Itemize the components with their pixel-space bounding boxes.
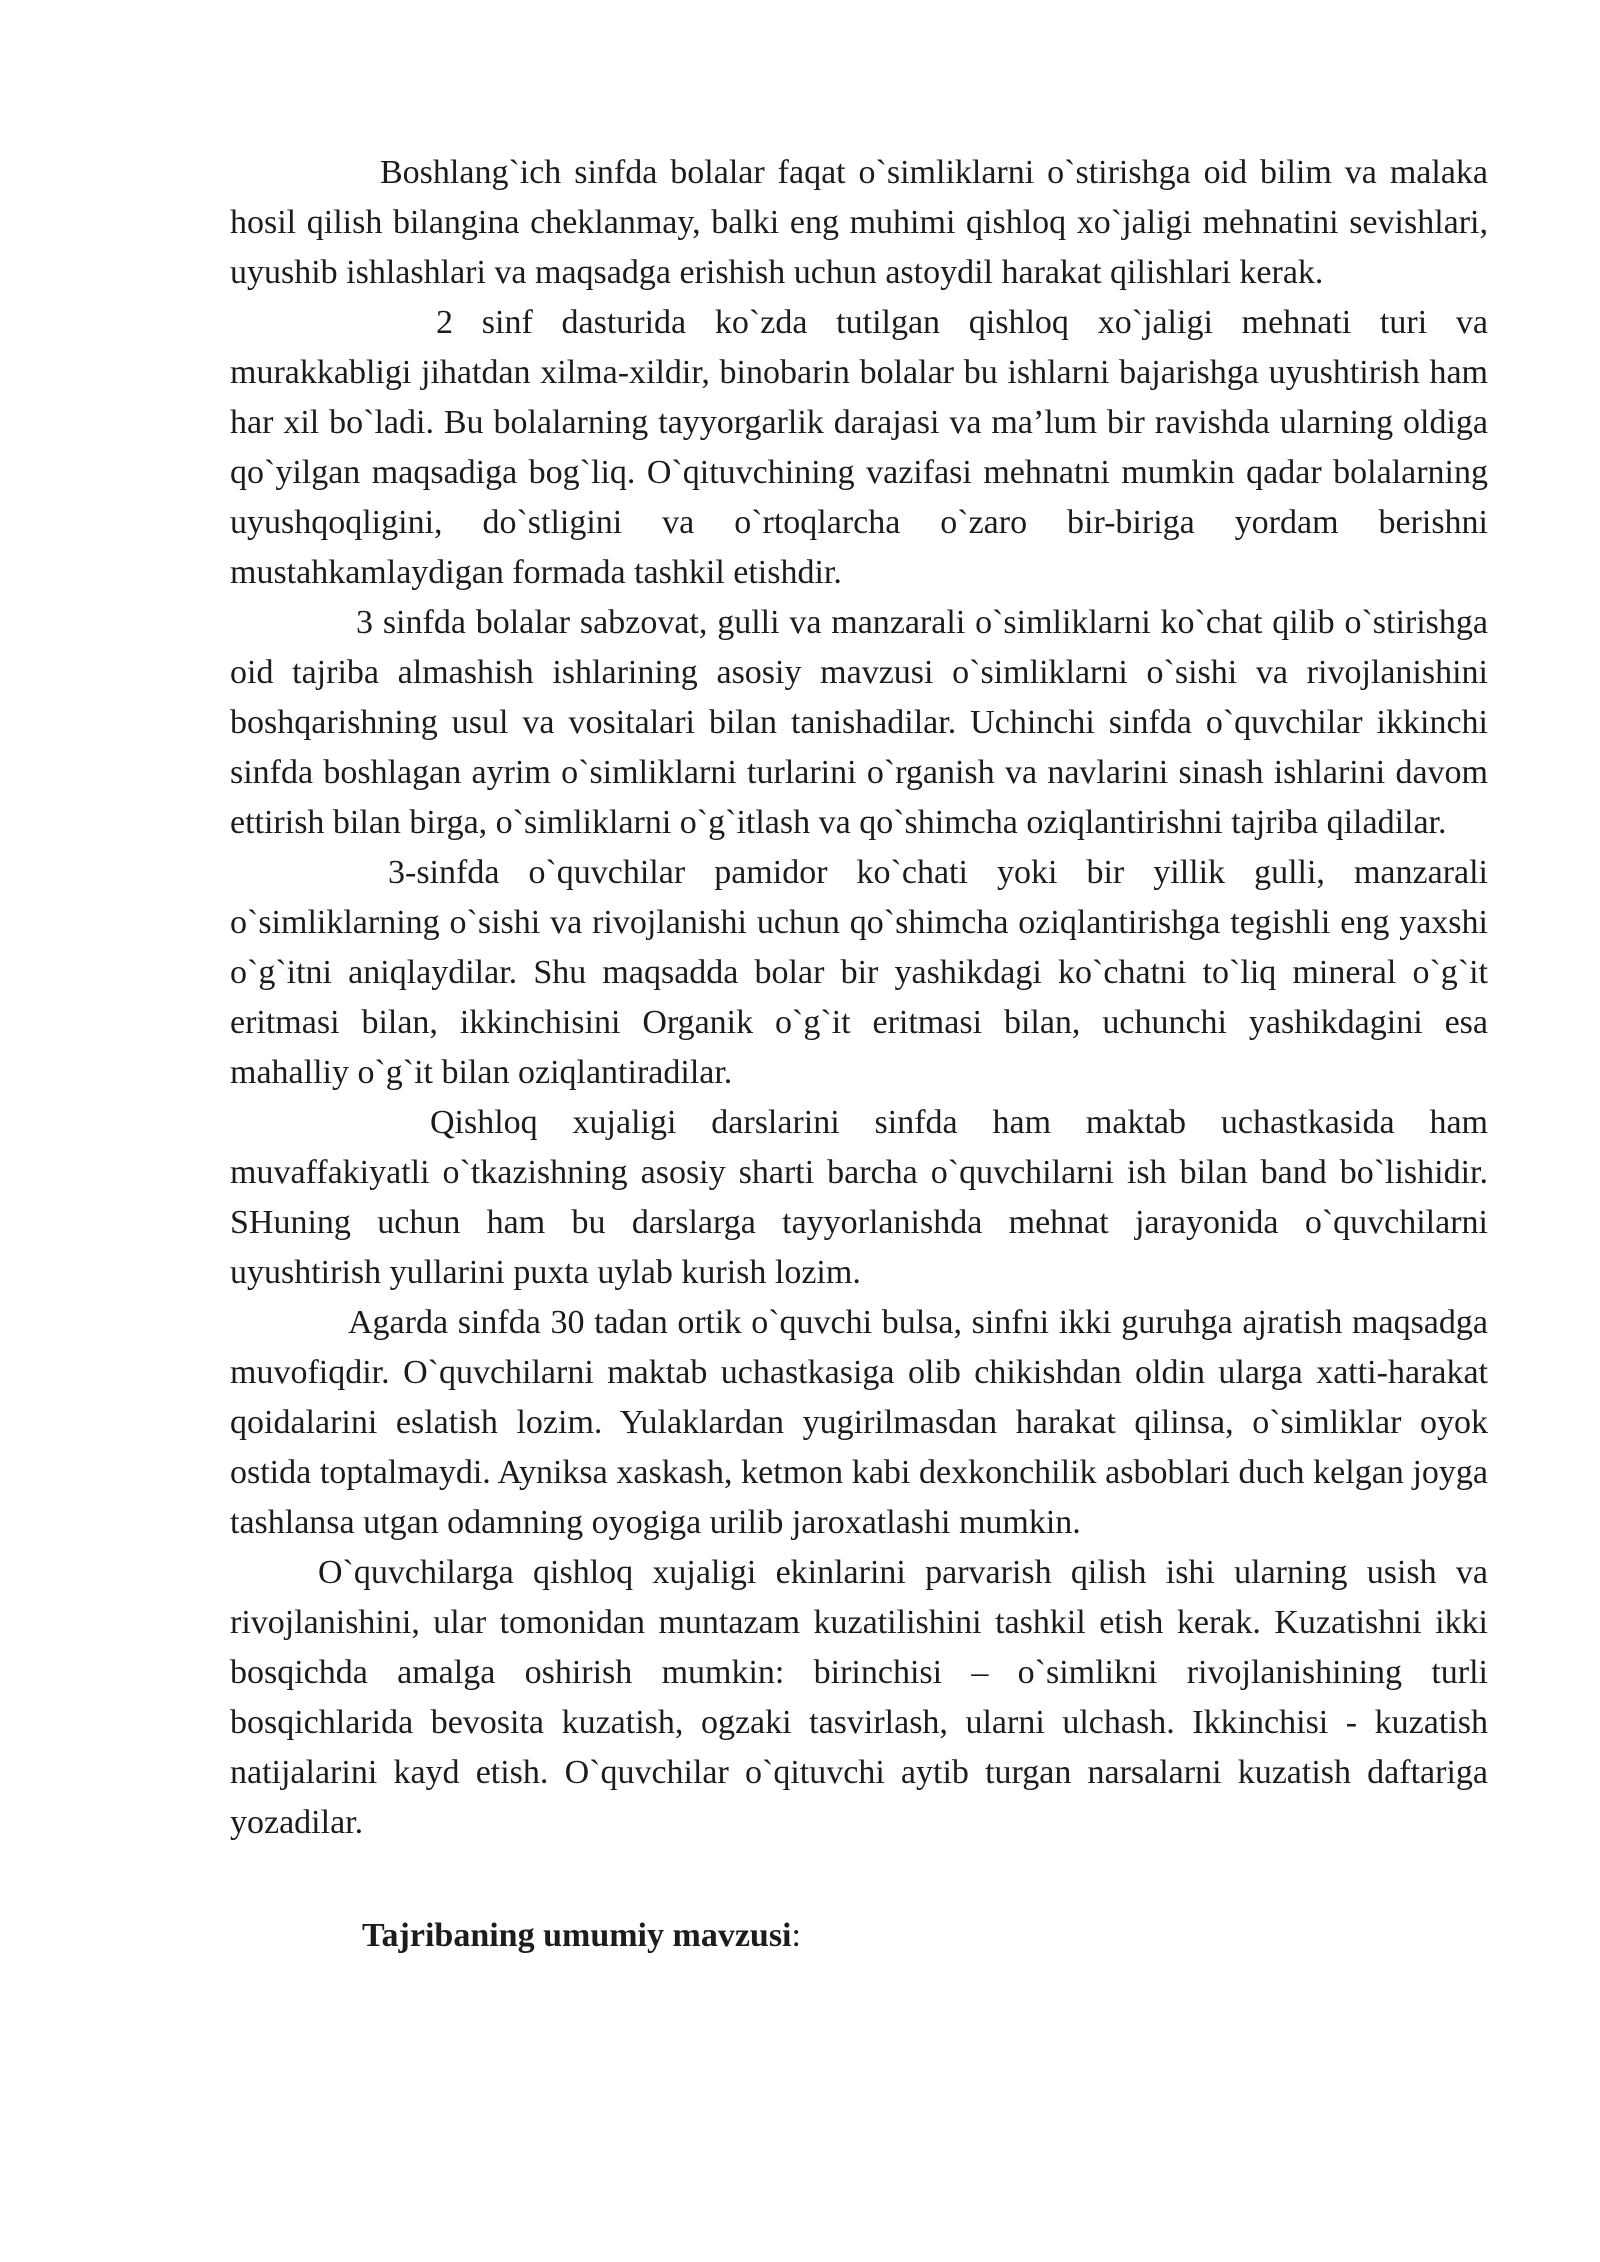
section-heading xyxy=(230,1911,1488,1961)
paragraph-1: Boshlang`ich sinfda bolalar faqat o`simliklarni o`stirishga oid bilim va malaka hosil qilish bilangina cheklanmay, balki eng muhimi qishloq xo`jaligi mehnatini sevishlari, uyushib ishlashlari va maqsadga erishish uchun astoydil harakat qilishlari kerak. xyxy=(230,154,1488,291)
section-heading-colon: : xyxy=(791,1917,801,1954)
paragraph-4: 3-sinfda o`quvchilar pamidor ko`chati yoki bir yillik gulli, manzarali o`simliklarning o`sishi va rivojlanishi uchun qo`shimcha oziqlantirishga tegishli eng yaxshi o`g`itni aniqlaydilar. Shu maqsadda bolar bir yashikdagi ko`chatni to`liq mineral o`g`it eritmasi bilan, ikkinchisini Organik o`g`it eritmasi bilan, uchunchi yashikdagini esa mahalliy o`g`it bilan oziqlantiradilar. xyxy=(230,854,1488,1091)
paragraph-7: O`quvchilarga qishloq xujaligi ekinlarini parvarish qilish ishi ularning usish va rivojlanishini, ular tomonidan muntazam kuzatilishini tashkil etish kerak. Kuzatishni ikki bosqichda amalga oshirish mumkin: birinchisi – o`simlikni rivojlanishining turli bosqichlarida bevosita kuzatish, ogzaki tasvirlash, ularni ulchash. Ikkinchisi - kuzatish natijalarini kayd etish. O`quvchilar o`qituvchi aytib turgan narsalarni kuzatish daftariga yozadilar. xyxy=(230,1554,1488,1841)
document-page xyxy=(230,148,1488,1961)
paragraph-5: Qishloq xujaligi darslarini sinfda ham maktab uchastkasida ham muvaffakiyatli o`tkazishning asosiy sharti barcha o`quvchilarni ish bilan band bo`lishidir. SHuning uchun ham bu darslarga tayyorlanishda mehnat jarayonida o`quvchilarni uyushtirish yullarini puxta uylab kurish lozim. xyxy=(230,1104,1488,1291)
paragraph-6: Agarda sinfda 30 tadan ortik o`quvchi bulsa, sinfni ikki guruhga ajratish maqsadga muvofiqdir. O`quvchilarni maktab uchastkasiga olib chikishdan oldin ularga xatti-harakat qoidalarini eslatish lozim. Yulaklardan yugirilmasdan harakat qilinsa, o`simliklar oyok ostida toptalmaydi. Ayniksa xaskash, ketmon kabi dexkonchilik asboblari duch kelgan joyga tashlansa utgan odamning oyogiga urilib jaroxatlashi mumkin. xyxy=(230,1304,1488,1541)
paragraph-2: 2 sinf dasturida ko`zda tutilgan qishloq xo`jaligi mehnati turi va murakkabligi jihatdan xilma-xildir, binobarin bolalar bu ishlarni bajarishga uyushtirish ham har xil bo`ladi. Bu bolalarning tayyorgarlik darajasi va ma’lum bir ravishda ularning oldiga qo`yilgan maqsadiga bog`liq. O`qituvchining vazifasi mehnatni mumkin qadar bolalarning uyushqoqligini, do`stligini va o`rtoqlarcha o`zaro bir-biriga yordam berishni mustahkamlaydigan formada tashkil etishdir. xyxy=(230,304,1488,591)
section-heading-text: Tajribaning umumiy mavzusi xyxy=(362,1917,792,1954)
paragraph-3: 3 sinfda bolalar sabzovat, gulli va manzarali o`simliklarni ko`chat qilib o`stirishga oid tajriba almashish ishlarining asosiy mavzusi o`simliklarni o`sishi va rivojlanishini boshqarishning usul va vositalari bilan tanishadilar. Uchinchi sinfda o`quvchilar ikkinchi sinfda boshlagan ayrim o`simliklarni turlarini o`rganish va navlarini sinash ishlarini davom ettirish bilan birga, o`simliklarni o`g`itlash va qo`shimcha oziqlantirishni tajriba qiladilar. xyxy=(230,604,1488,841)
